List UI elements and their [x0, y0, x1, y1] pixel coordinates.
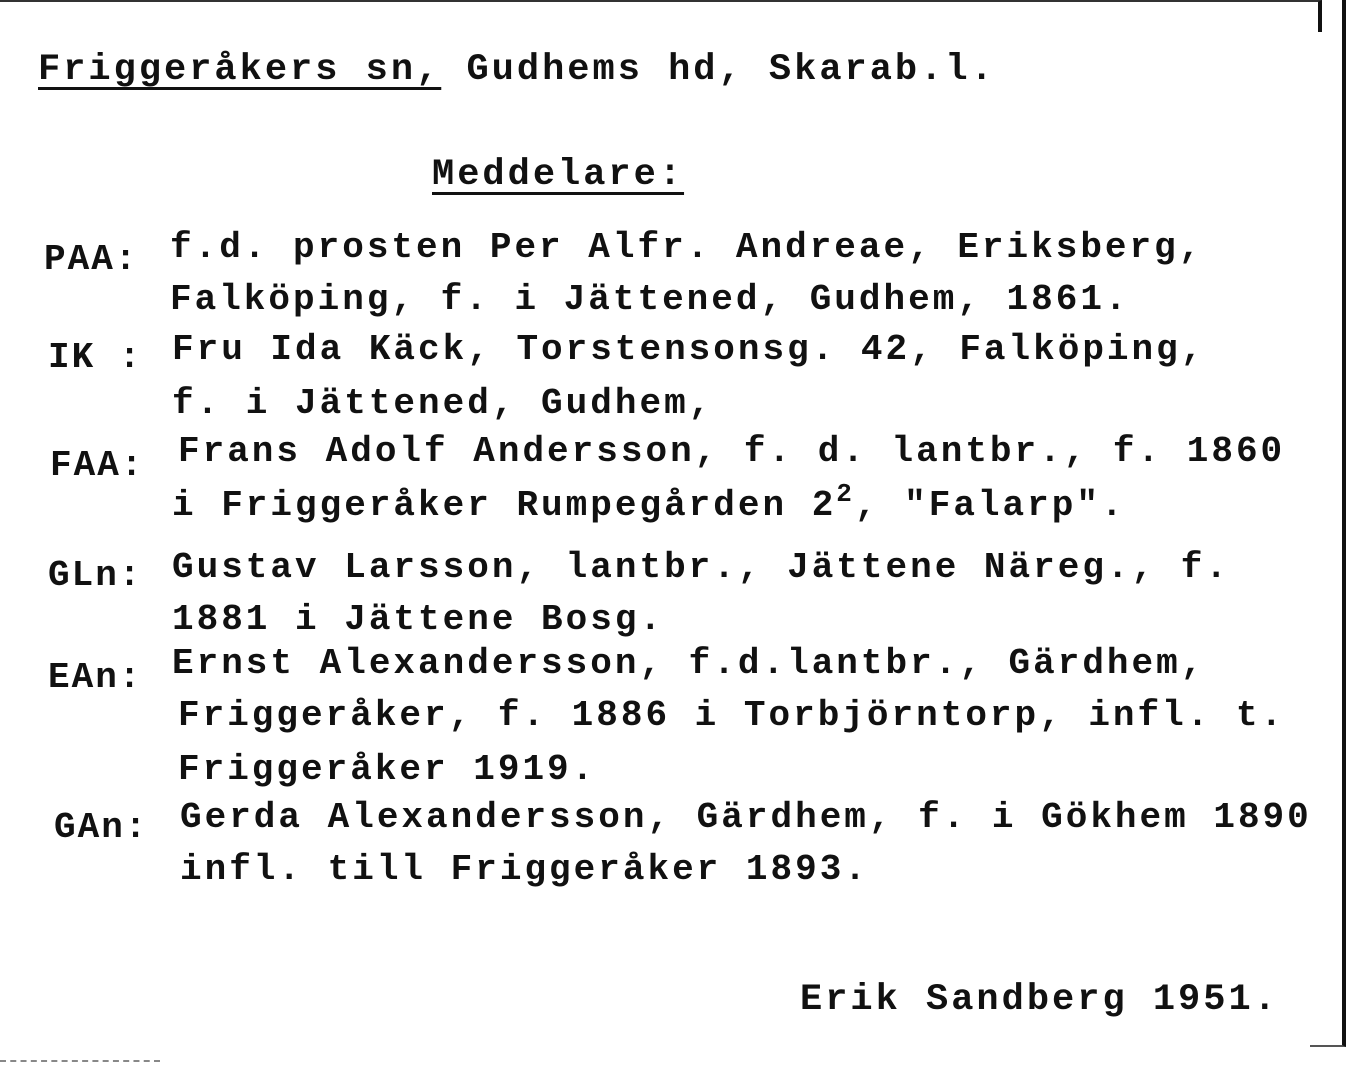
entry-tag-gln: GLn: — [48, 555, 143, 596]
entry-tag-faa: FAA: — [50, 445, 145, 486]
entry-gln-line-2: 1881 i Jättene Bosg. — [172, 599, 665, 640]
card-border-right — [1310, 0, 1346, 1047]
entry-ean-line-1: Ernst Alexandersson, f.d.lantbr., Gärdhem, — [172, 643, 1206, 684]
entry-faa-line-2-tail: , "Falarp". — [854, 485, 1126, 526]
signature: Erik Sandberg 1951. — [800, 979, 1279, 1021]
entry-faa-superscript: 2 — [836, 479, 855, 509]
entry-paa-line-2: Falköping, f. i Jättened, Gudhem, 1861. — [170, 279, 1130, 320]
card-border-top — [0, 0, 1322, 32]
district-name: Gudhems hd, Skarab.l. — [441, 49, 996, 91]
entry-ik-line-1: Fru Ida Käck, Torstensonsg. 42, Falköping, — [172, 329, 1206, 370]
card-border-bottom — [0, 1060, 160, 1062]
entry-gan-line-1: Gerda Alexandersson, Gärdhem, f. i Gökhem 1890 — [180, 797, 1312, 838]
informants-heading: Meddelare: — [432, 154, 685, 196]
entry-ean-line-2: Friggeråker, f. 1886 i Torbjörntorp, infl. t. — [178, 695, 1286, 736]
entry-faa-line-1: Frans Adolf Andersson, f. d. lantbr., f. 1860 — [178, 431, 1286, 472]
parish-name: Friggeråkers sn, — [38, 49, 442, 91]
entry-paa-line-1: f.d. prosten Per Alfr. Andreae, Eriksberg, — [170, 227, 1204, 268]
entry-faa-line-2-text: i Friggeråker Rumpegården 2 — [172, 485, 837, 526]
card-header — [38, 50, 996, 90]
entry-gan-line-2: infl. till Friggeråker 1893. — [180, 849, 869, 890]
entry-tag-paa: PAA: — [44, 239, 139, 280]
entry-gln-line-1: Gustav Larsson, lantbr., Jättene Näreg., f. — [172, 547, 1230, 588]
entry-tag-ik: IK : — [48, 337, 143, 378]
entry-faa-line-2 — [172, 479, 1126, 528]
entry-ik-line-2: f. i Jättened, Gudhem, — [172, 383, 714, 424]
entry-tag-ean: EAn: — [48, 657, 143, 698]
entry-ean-line-3: Friggeråker 1919. — [178, 749, 597, 790]
entry-tag-gan: GAn: — [54, 807, 149, 848]
